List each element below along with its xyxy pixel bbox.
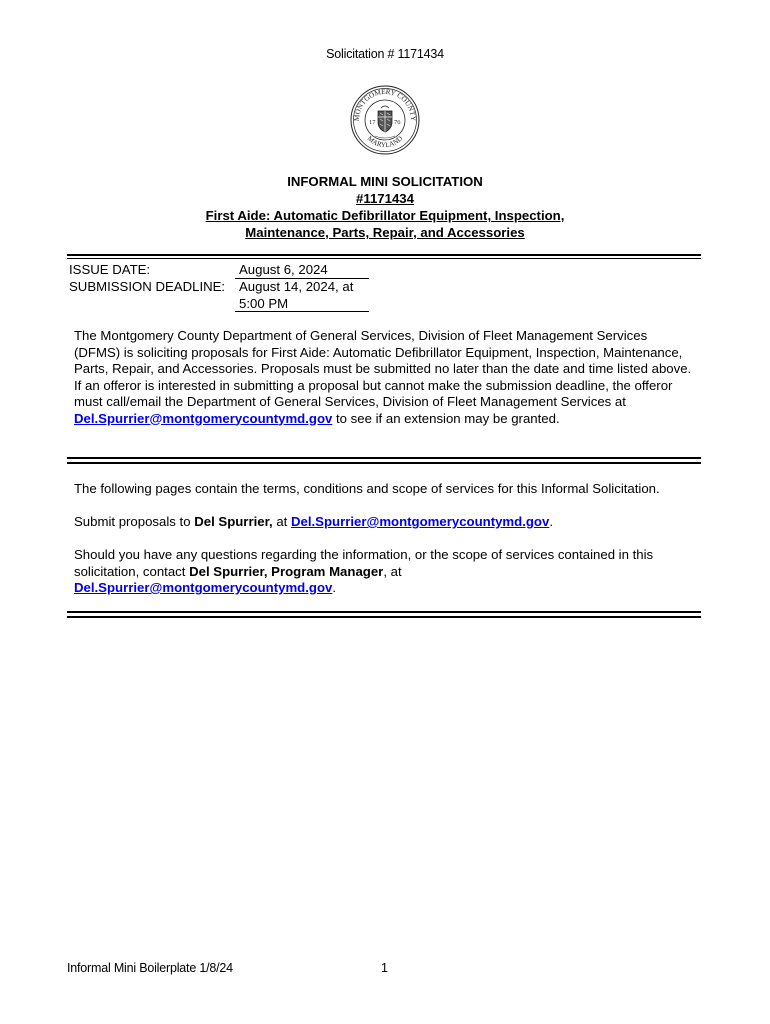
divider-rule — [67, 611, 701, 618]
questions-text: Should you have any questions regarding the information, or the scope of services contained in this solicitation, contact — [74, 547, 654, 579]
contact-name: Del Spurrier, — [194, 514, 273, 529]
county-seal-logo — [349, 84, 421, 156]
title-line-subject-2: Maintenance, Parts, Repair, and Accessories — [245, 225, 525, 240]
intro-paragraph — [74, 328, 694, 427]
deadline-value-line1: August 14, 2024, at — [239, 279, 354, 294]
title-line-number: #1171434 — [356, 191, 414, 206]
divider-rule — [67, 457, 701, 464]
submit-text: Submit proposals to — [74, 514, 195, 529]
submit-paragraph — [74, 514, 694, 531]
questions-text-mid: , at — [383, 563, 402, 579]
terms-paragraph: The following pages contain the terms, conditions and scope of services for this Informal Solicitation. — [74, 481, 660, 496]
svg-text:MONTGOMERY COUNTY: MONTGOMERY COUNTY — [352, 87, 418, 122]
issue-date-value: August 6, 2024 — [239, 262, 328, 277]
svg-text:MARYLAND: MARYLAND — [365, 134, 405, 150]
deadline-label: SUBMISSION DEADLINE: — [69, 279, 226, 294]
questions-paragraph — [74, 547, 694, 597]
submit-text-mid: at — [272, 514, 291, 529]
submit-text-end: . — [549, 514, 553, 529]
submit-email-link[interactable]: Del.Spurrier@montgomerycountymd.gov — [290, 514, 550, 529]
intro-text: The Montgomery County Department of General Services, Division of Fleet Management Services (DFMS) is soliciting proposals for First Aide: Automatic Defibrillator Equipment, Inspection, Maintenance, Parts, Repair, and Accessories. Proposals must be submitted no later than the date and time listed above. If an offeror is interested in submitting a proposal but cannot make the submission deadline, the offeror must call/email the Department of General Services, Division of Fleet Management Services at — [74, 328, 692, 409]
questions-email-link[interactable]: Del.Spurrier@montgomerycountymd.gov — [74, 580, 333, 595]
title-line-subject-1: First Aide: Automatic Defibrillator Equipment, Inspection, — [205, 208, 565, 223]
solicitation-header: Solicitation # 1171434 — [326, 47, 444, 61]
intro-email-link[interactable]: Del.Spurrier@montgomerycountymd.gov — [74, 410, 333, 426]
deadline-underline — [235, 311, 369, 312]
divider-rule — [67, 254, 701, 259]
title-line-informal: INFORMAL MINI SOLICITATION — [287, 174, 483, 189]
solicitation-title-block — [0, 173, 770, 241]
intro-text-end: to see if an extension may be granted. — [332, 410, 560, 426]
deadline-value-line2: 5:00 PM — [239, 295, 289, 311]
page-number: 1 — [381, 961, 388, 975]
program-manager-name: Del Spurrier, Program Manager — [189, 563, 384, 579]
svg-text:17: 17 — [369, 119, 376, 126]
svg-text:76: 76 — [394, 119, 401, 126]
footer-boilerplate: Informal Mini Boilerplate 1/8/24 — [67, 961, 233, 975]
questions-text-end: . — [332, 580, 337, 595]
issue-date-label: ISSUE DATE: — [69, 262, 151, 277]
